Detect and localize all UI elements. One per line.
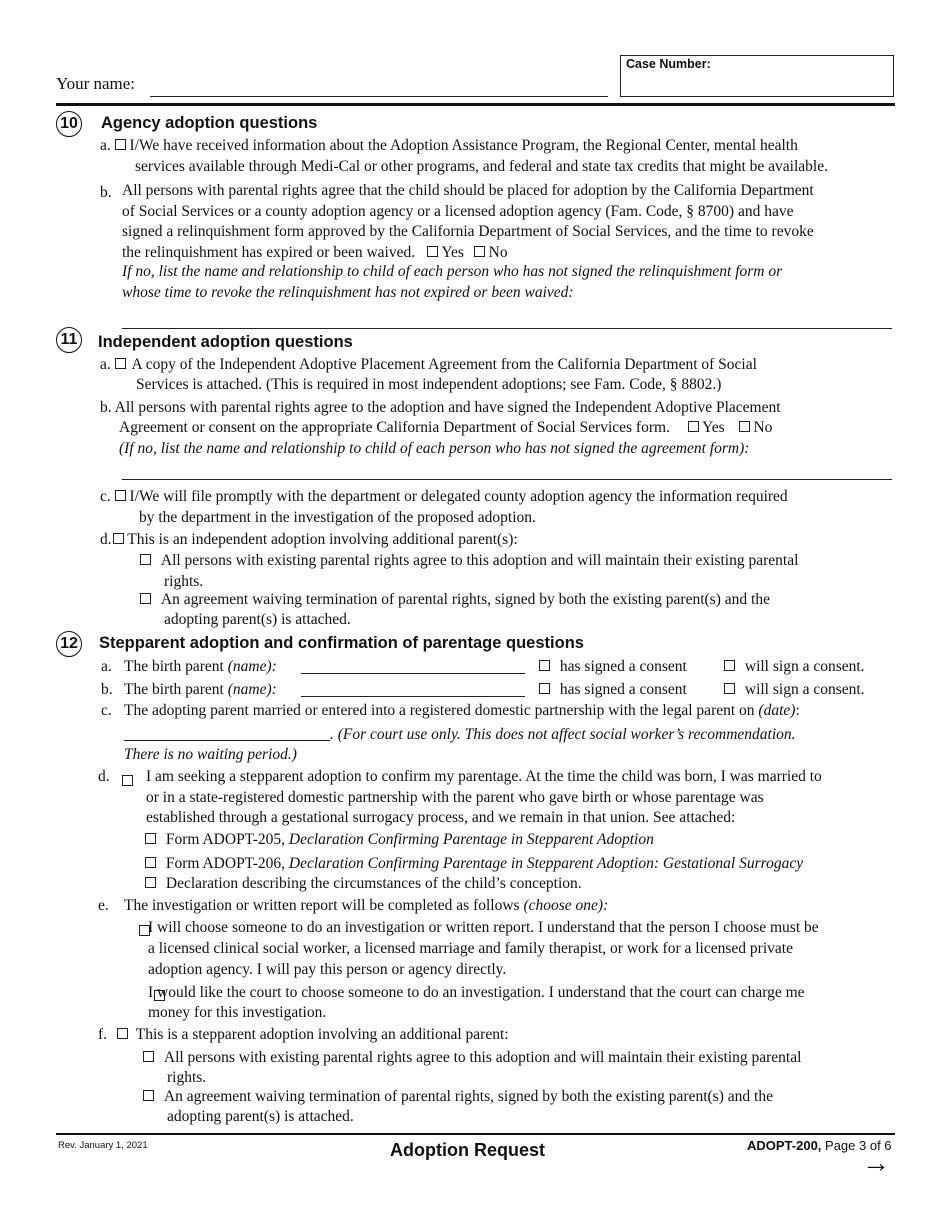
s11-b-text-1: All persons with parental rights agree to the adoption and have signed the Independent Adoptive Placement: [114, 399, 781, 416]
s12-c-text-3: There is no waiting period.): [124, 746, 297, 763]
s12-d-option-1-form: Form ADOPT-205,: [165, 831, 289, 848]
s12-a-label: [124, 657, 277, 677]
s12-d-option-1: [145, 830, 654, 850]
s12-e-text: The investigation or written report will be completed as follows: [124, 897, 520, 914]
s10-a-letter: a.: [100, 137, 111, 154]
s10-b-yes-label: Yes: [441, 244, 464, 261]
s12-a-letter: a.: [101, 658, 112, 675]
s10-b-yes-checkbox[interactable]: [427, 246, 438, 257]
s11-a-letter: a.: [100, 356, 111, 373]
section-12-number: 12: [56, 631, 82, 657]
s11-b-letter: b.: [100, 399, 112, 416]
s12-d-option-2-form: Form ADOPT-206,: [165, 855, 289, 872]
s12-e-option-1-text-1: I will choose someone to do an investigation or written report. I understand that the person I choose must be: [148, 919, 819, 936]
form-title: Adoption Request: [390, 1140, 545, 1160]
s11-c-text-2: by the department in the investigation of the proposed adoption.: [139, 509, 536, 526]
s12-a-birth-parent: The birth parent: [124, 658, 224, 675]
s10-b-letter: b.: [100, 184, 112, 201]
s11-b-no-label: No: [753, 419, 773, 436]
s10-b-list-field[interactable]: [122, 328, 892, 329]
s12-e-hint: (choose one):: [523, 897, 609, 914]
s12-d-letter: d.: [98, 768, 110, 785]
s12-f-option-1-text: All persons with existing parental rights agree to this adoption and will maintain their existing parental: [163, 1049, 802, 1066]
s11-d-option-2-text-2: adopting parent(s) is attached.: [164, 611, 351, 628]
s12-d-checkbox[interactable]: [122, 775, 133, 786]
s12-c-date-hint: (date): [758, 702, 796, 719]
s10-a-text: I/We have received information about the Adoption Assistance Program, the Regional Center, mental health: [129, 137, 798, 154]
s11-d-option-1-text-2: rights.: [164, 573, 204, 590]
s10-b-line-4: [122, 243, 508, 263]
section-10-title: Agency adoption questions: [101, 114, 318, 132]
s10-b-text-3: signed a relinquishment form approved by the California Department of Social Services, and the time to revoke: [122, 223, 814, 240]
s12-d-text-2: or in a state-registered domestic partnership with the parent who gave birth or whose parentage was: [146, 789, 764, 806]
s12-b-has-signed-label: has signed a consent: [559, 681, 687, 698]
s12-d-option-1-checkbox[interactable]: [145, 833, 156, 844]
s12-b-label: [124, 680, 277, 700]
s10-b-no-checkbox[interactable]: [474, 246, 485, 257]
your-name-label: Your name:: [56, 74, 136, 93]
s11-b-text-2: Agreement or consent on the appropriate California Department of Social Services form.: [119, 419, 670, 436]
s11-d-option-2-text: An agreement waiving termination of parental rights, signed by both the existing parent(s) and the: [160, 591, 770, 608]
s12-b-name-field[interactable]: [301, 696, 525, 697]
page-number: Page 3 of 6: [821, 1138, 892, 1153]
s12-e-option-2-text-2: money for this investigation.: [148, 1004, 327, 1021]
s11-d-option-2-checkbox[interactable]: [140, 593, 151, 604]
s11-d-text: This is an independent adoption involving additional parent(s):: [127, 531, 518, 548]
s12-a-has-signed: [539, 657, 687, 677]
section-12-title: Stepparent adoption and confirmation of parentage questions: [99, 634, 584, 652]
s12-f-letter: f.: [98, 1026, 108, 1043]
s11-d-option-1: [140, 551, 798, 571]
s12-e-option-2-text-1: I would like the court to choose someone to do an investigation. I understand that the court can charge me: [148, 984, 805, 1001]
form-id: ADOPT-200,: [747, 1138, 822, 1153]
s12-c-date-field[interactable]: [124, 740, 330, 741]
s12-d-option-3: [145, 874, 582, 894]
s11-d-letter: d.: [100, 531, 112, 548]
next-page-arrow-icon: →: [862, 1147, 890, 1178]
s12-f-item: [98, 1025, 509, 1045]
s10-a-text-2: services available through Medi-Cal or other programs, and federal and state tax credits that might be available.: [135, 158, 828, 175]
case-number-box[interactable]: [620, 55, 894, 97]
s12-b-will-sign: [724, 680, 865, 700]
s12-d-option-2-checkbox[interactable]: [145, 857, 156, 868]
s12-a-name-hint: (name):: [227, 658, 277, 675]
s11-a-text: A copy of the Independent Adoptive Placement Agreement from the California Department of Social: [131, 356, 757, 373]
s11-b-list-field[interactable]: [122, 479, 892, 480]
s12-f-option-1: [143, 1048, 801, 1068]
footer-rule: [56, 1133, 895, 1135]
s10-b-text-4: the relinquishment has expired or been waived.: [122, 244, 416, 261]
s11-c-letter: c.: [100, 488, 111, 505]
s12-e-letter: e.: [98, 897, 109, 914]
s11-d-checkbox[interactable]: [113, 533, 124, 544]
section-11-number: 11: [56, 327, 82, 353]
s12-f-option-2-text: An agreement waiving termination of parental rights, signed by both the existing parent(s) and the: [163, 1088, 773, 1105]
s12-a-has-signed-label: has signed a consent: [559, 658, 687, 675]
s11-d-option-1-checkbox[interactable]: [140, 554, 151, 565]
s12-b-will-sign-label: will sign a consent.: [744, 681, 865, 698]
section-11-title: Independent adoption questions: [98, 333, 353, 351]
s12-b-name-hint: (name):: [227, 681, 277, 698]
s12-c-colon: :: [795, 702, 800, 719]
s12-d-option-2-title: Declaration Confirming Parentage in Stepparent Adoption: Gestational Surrogacy: [288, 855, 804, 872]
s12-d-text-1: I am seeking a stepparent adoption to confirm my parentage. At the time the child was born, I was married to: [146, 768, 822, 785]
s12-e-option-1-text-2: a licensed clinical social worker, a licensed marriage and family therapist, or work for a licensed private: [148, 940, 793, 957]
case-number-label: Case Number:: [626, 57, 711, 71]
s12-a-will-sign: [724, 657, 865, 677]
s11-b-yes-label: Yes: [702, 419, 725, 436]
s12-f-text: This is a stepparent adoption involving an additional parent:: [135, 1026, 509, 1043]
s12-f-option-2: [143, 1087, 773, 1107]
s12-b-birth-parent: The birth parent: [124, 681, 224, 698]
s11-d-option-1-text: All persons with existing parental rights agree to this adoption and will maintain their existing parental: [160, 552, 799, 569]
s12-a-will-sign-checkbox[interactable]: [724, 660, 735, 671]
s11-d-item: [100, 530, 518, 550]
s12-f-checkbox[interactable]: [117, 1028, 128, 1039]
s11-a-item: [100, 355, 757, 375]
s12-f-option-1-text-2: rights.: [167, 1069, 207, 1086]
s11-a-checkbox[interactable]: [115, 358, 126, 369]
s12-d-text-3: established through a gestational surrogacy process, and we remain in that union. See attached:: [146, 809, 736, 826]
revision-date: Rev. January 1, 2021: [58, 1140, 148, 1151]
s12-d-option-3-checkbox[interactable]: [145, 877, 156, 888]
s12-b-has-signed-checkbox[interactable]: [539, 683, 550, 694]
s12-f-option-2-checkbox[interactable]: [143, 1090, 154, 1101]
s10-a-item: [100, 136, 798, 156]
s12-a-has-signed-checkbox[interactable]: [539, 660, 550, 671]
s12-b-letter: b.: [101, 681, 113, 698]
s12-c-text-2: . (For court use only. This does not affect social worker’s recommendation.: [330, 726, 796, 743]
s12-a-will-sign-label: will sign a consent.: [744, 658, 865, 675]
s11-d-option-2: [140, 590, 770, 610]
s12-d-option-2: [145, 854, 803, 874]
s12-d-option-3-text: Declaration describing the circumstances of the child’s conception.: [165, 875, 582, 892]
s10-a-checkbox[interactable]: [115, 139, 126, 150]
s12-e-line: [124, 896, 608, 916]
s11-c-item: [100, 487, 788, 507]
s12-c-line-1: [124, 701, 800, 721]
s12-b-will-sign-checkbox[interactable]: [724, 683, 735, 694]
s11-b-line-2: [119, 418, 772, 438]
s10-b-no-label: No: [488, 244, 508, 261]
s12-a-name-field[interactable]: [301, 673, 525, 674]
s12-f-option-1-checkbox[interactable]: [143, 1051, 154, 1062]
s12-d-option-1-title: Declaration Confirming Parentage in Stepparent Adoption: [288, 831, 654, 848]
header-rule: [56, 103, 895, 106]
s11-b-note: (If no, list the name and relationship to child of each person who has not signed the agreement form):: [119, 440, 750, 457]
s11-c-checkbox[interactable]: [115, 490, 126, 501]
s10-b-note-2: whose time to revoke the relinquishment has not expired or been waived:: [122, 284, 574, 301]
section-10-number: 10: [56, 111, 82, 137]
s12-b-has-signed: [539, 680, 687, 700]
s12-e-option-1-text-3: adoption agency. I will pay this person or agency directly.: [148, 961, 507, 978]
s10-b-text-1: All persons with parental rights agree that the child should be placed for adoption by the California Department: [122, 182, 814, 199]
s11-b-no-checkbox[interactable]: [739, 421, 750, 432]
s11-b-item: [100, 398, 781, 418]
s10-b-note-1: If no, list the name and relationship to child of each person who has not signed the relinquishment form or: [122, 263, 783, 280]
s11-c-text: I/We will file promptly with the department or delegated county adoption agency the information required: [129, 488, 788, 505]
your-name-field[interactable]: [150, 96, 608, 97]
s11-a-text-2: Services is attached. (This is required in most independent adoptions; see Fam. Code, § 8802.): [136, 376, 722, 393]
s12-c-letter: c.: [101, 702, 112, 719]
s12-c-text-1: The adopting parent married or entered into a registered domestic partnership with the legal parent on: [124, 702, 755, 719]
s12-f-option-2-text-2: adopting parent(s) is attached.: [167, 1108, 354, 1125]
s10-b-text-2: of Social Services or a county adoption agency or a licensed adoption agency (Fam. Code, § 8700) and have: [122, 203, 794, 220]
s11-b-yes-checkbox[interactable]: [688, 421, 699, 432]
